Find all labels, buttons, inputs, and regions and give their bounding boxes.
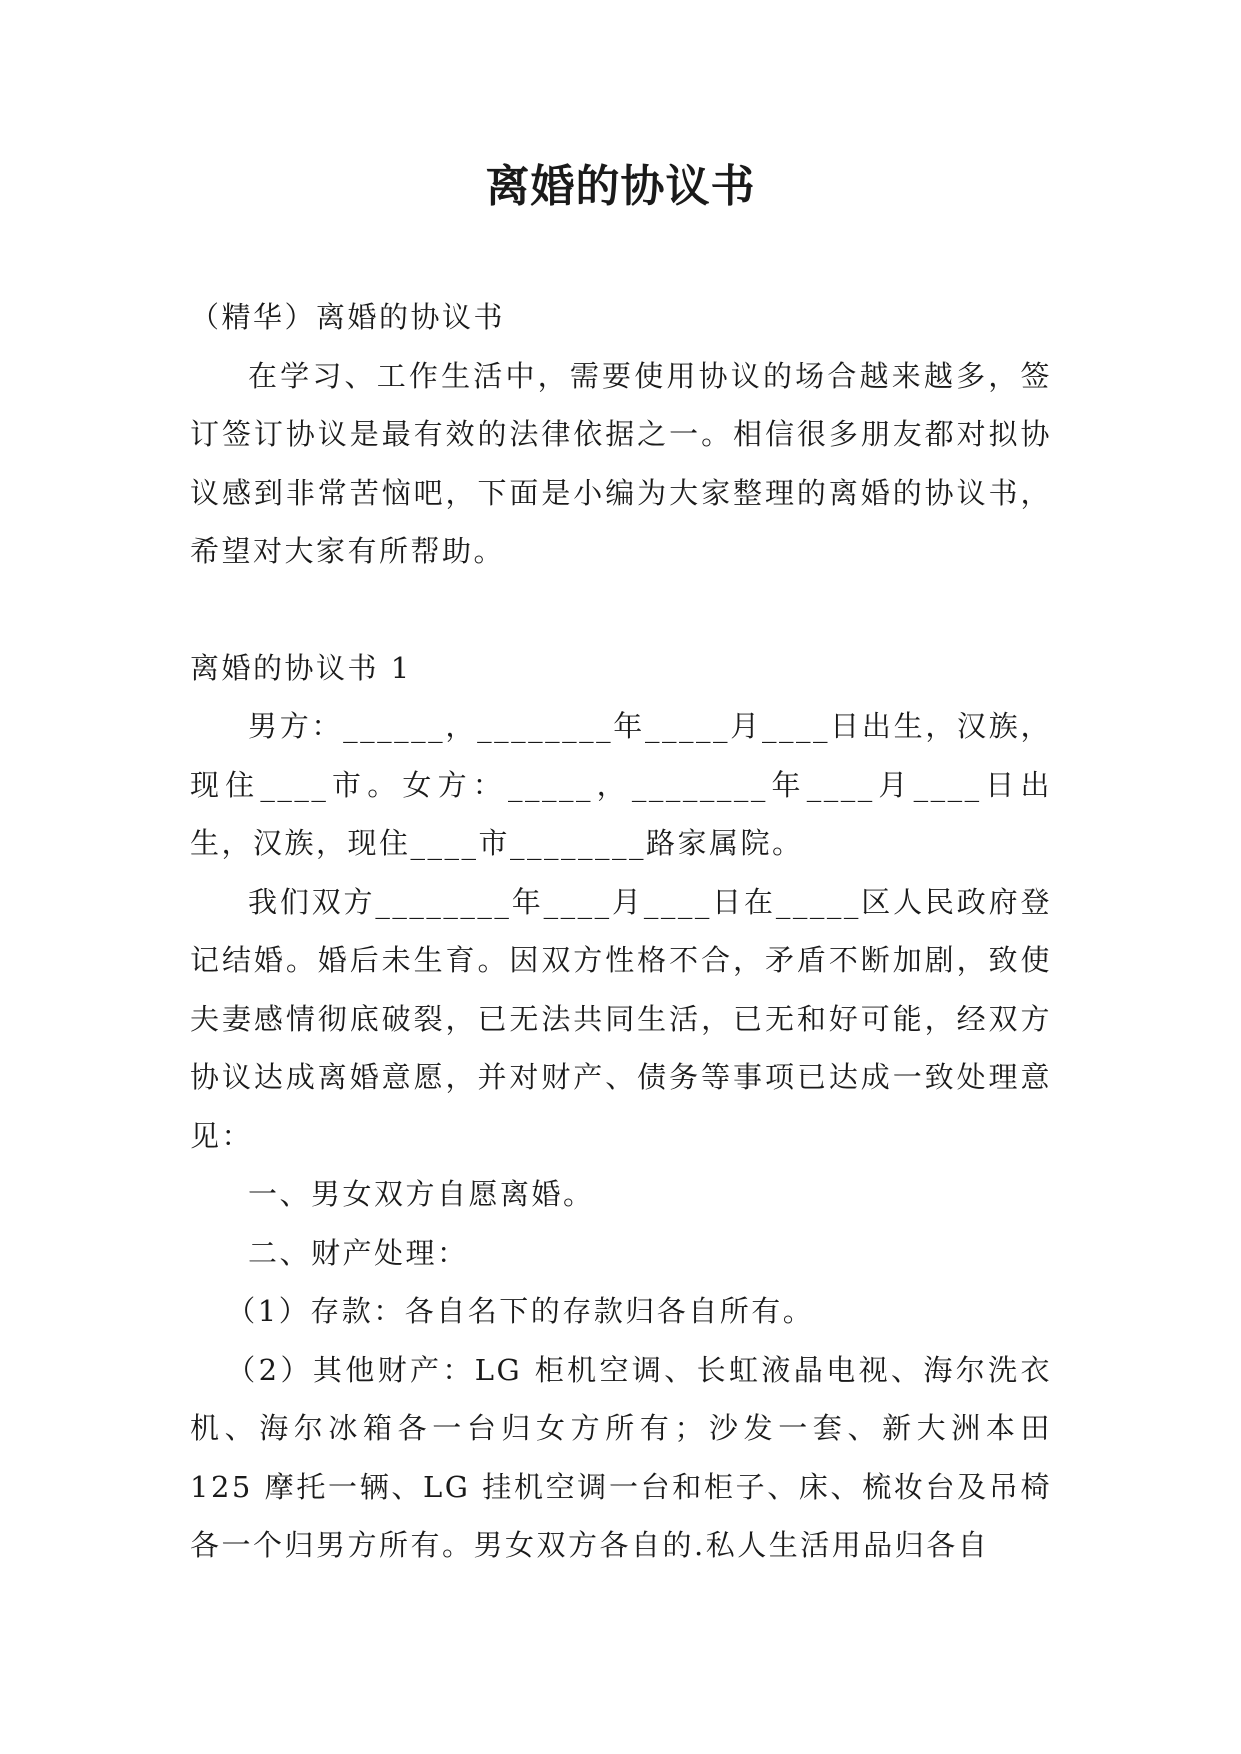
intro-paragraph: 在学习、工作生活中，需要使用协议的场合越来越多，签订签订协议是最有效的法律依据之一。相信很多朋友都对拟协议感到非常苦恼吧，下面是小编为大家整理的离婚的协议书，希望对大家有所帮助。 xyxy=(190,358,1052,568)
document-title: 离婚的协议书 xyxy=(485,161,756,212)
document-body xyxy=(190,288,1052,1575)
marriage-paragraph: 我们双方________年____月____日在_____区人民政府登记结婚。婚后未生育。因双方性格不合，矛盾不断加剧，致使夫妻感情彻底破裂，已无法共同生活，已无和好可能，经双方协议达成离婚意愿，并对财产、债务等事项已达成一致处理意见： xyxy=(190,884,1052,1153)
paragraph-gap xyxy=(190,581,1052,639)
clause-2: 二、财产处理： xyxy=(248,1235,469,1270)
clause-1: 一、男女双方自愿离婚。 xyxy=(248,1177,595,1211)
section-heading: 离婚的协议书 1 xyxy=(190,650,412,685)
property-item-1: （1）存款：各自名下的存款归各自所有。 xyxy=(226,1294,815,1328)
property-item-2: （2）其他财产：LG 柜机空调、长虹液晶电视、海尔洗衣机、海尔冰箱各一台归女方所有；沙发一套、新大洲本田 125 摩托一辆、LG 挂机空调一台和柜子、床、梳妆台及吊椅各一个归男方所有。男女双方各自的.私人生活用品归各自 xyxy=(190,1352,1052,1562)
document-subtitle: （精华）离婚的协议书 xyxy=(190,300,506,334)
parties-paragraph: 男方：______，________年_____月____日出生，汉族，现住____市。女方：_____，________年____月____日出生，汉族，现住____市________路家属院。 xyxy=(190,709,1052,860)
